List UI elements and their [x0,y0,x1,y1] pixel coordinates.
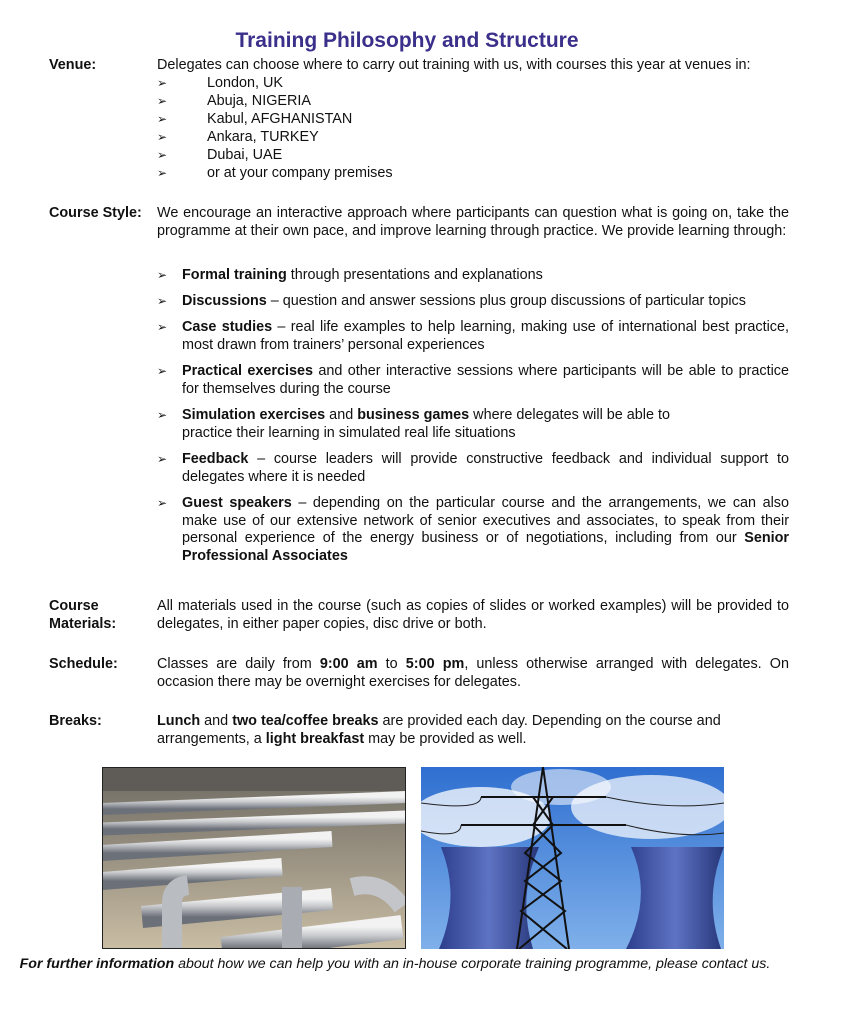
venue-content [157,57,789,183]
footer-contact-note [0,956,790,974]
venue-intro: Delegates can choose where to carry out training with us, with courses this year at venues in: [157,57,751,73]
venue-location: London, UK [207,74,284,91]
page-title: Training Philosophy and Structure [235,29,579,52]
breaks-and: and [200,713,233,729]
venue-location: Dubai, UAE [207,146,283,163]
item-text: – question and answer sessions plus group discussions of particular topics [266,292,746,309]
list-item [157,75,789,93]
item-lead: Simulation exercises [182,407,326,423]
venue-location: Ankara, TURKEY [207,128,319,145]
item-text: – depending on the particular course and the arrangements, we can also make use of our extensive network of senior executives and associates, to speak from their personal experience of the energy business or of negotiations, including from our [182,495,789,546]
list-item [157,495,789,565]
list-item [157,319,789,354]
list-item [157,165,789,183]
bullet-arrow-icon: ➢ [157,293,168,308]
materials-text: All materials used in the course (such as copies of slides or worked examples) will be provided to delegates, in either paper copies, disc drive or both. [157,598,789,632]
item-text: and other interactive sessions where participants will be able to practice for themselves during the course [182,363,789,397]
item-lead: Practical exercises [182,363,314,379]
bullet-arrow-icon: ➢ [157,93,168,108]
breaks-post: may be provided as well. [364,730,527,747]
schedule-end: 5:00 pm [405,656,465,672]
bullet-arrow-icon: ➢ [157,147,168,162]
venue-location: or at your company premises [207,164,393,181]
bullet-arrow-icon: ➢ [157,111,168,126]
bullet-arrow-icon: ➢ [157,75,168,90]
schedule-label: Schedule: [49,656,118,672]
schedule-start: 9:00 am [319,656,378,672]
item-lead: Feedback [182,451,249,467]
breaks-tea: two tea/coffee breaks [232,713,379,729]
breaks-lunch: Lunch [157,713,201,729]
schedule-mid: to [377,656,406,672]
course-style-content [157,205,789,240]
list-item [157,147,789,165]
item-text: – real life examples to help learning, making use of international best practice, most drawn from trainers’ personal experiences [182,319,789,353]
bullet-arrow-icon: ➢ [157,496,168,510]
breaks-label: Breaks: [49,713,102,729]
breaks-breakfast: light breakfast [265,730,365,747]
venue-list [157,75,789,183]
list-item [157,93,789,111]
venue-location: Kabul, AFGHANISTAN [207,110,353,127]
item-lead: Discussions [182,292,267,309]
materials-label-line1: Course [49,598,99,614]
list-item [157,293,789,311]
list-item [157,451,789,486]
materials-label-line2: Materials: [49,615,117,632]
item-lead: business games [357,407,470,423]
item-text: through presentations and explanations [286,267,543,283]
item-lead: Senior Professional Associates [182,530,789,564]
breaks-text [157,713,777,748]
item-lead: Formal training [182,267,287,283]
item-lead: Case studies [182,319,273,335]
schedule-post: , unless otherwise arranged with delegates. On occasion there may be overnight exercises for delegates. [157,656,789,690]
venue-label: Venue: [49,57,97,73]
schedule-text [157,656,789,691]
list-item [157,111,789,129]
venue-location: Abuja, NIGERIA [207,92,311,109]
bullet-arrow-icon: ➢ [157,452,168,466]
power-pylon-photo [421,767,724,949]
list-item [157,267,789,285]
item-text: – course leaders will provide constructive feedback and individual support to delegates where it is needed [182,451,789,485]
list-item [157,407,789,442]
item-lead: Guest speakers [182,495,292,511]
course-style-intro: We encourage an interactive approach where participants can question what is going on, take the programme at their own pace, and improve learning through practice. We provide learning through: [157,205,789,239]
list-item [157,363,789,398]
bullet-arrow-icon: ➢ [157,165,168,180]
item-text: and [325,407,358,423]
list-item [157,129,789,147]
bullet-arrow-icon: ➢ [157,408,168,422]
bullet-arrow-icon: ➢ [157,129,168,144]
bullet-arrow-icon: ➢ [157,364,168,378]
item-text: where delegates will be able to practice their learning in simulated real life situations [182,407,670,441]
course-style-label: Course Style: [49,205,142,221]
bullet-arrow-icon: ➢ [157,320,168,334]
bullet-arrow-icon: ➢ [157,268,168,282]
course-style-list [157,267,789,565]
pipelines-photo [102,767,406,949]
breaks-mid: are provided each day. Depending on the course and arrangements, a [157,713,721,747]
footer-bold: For further information [19,956,175,972]
footer-text: about how we can help you with an in-house corporate training programme, please contact us. [174,956,771,972]
materials-label [49,598,159,633]
schedule-pre: Classes are daily from [157,656,320,672]
